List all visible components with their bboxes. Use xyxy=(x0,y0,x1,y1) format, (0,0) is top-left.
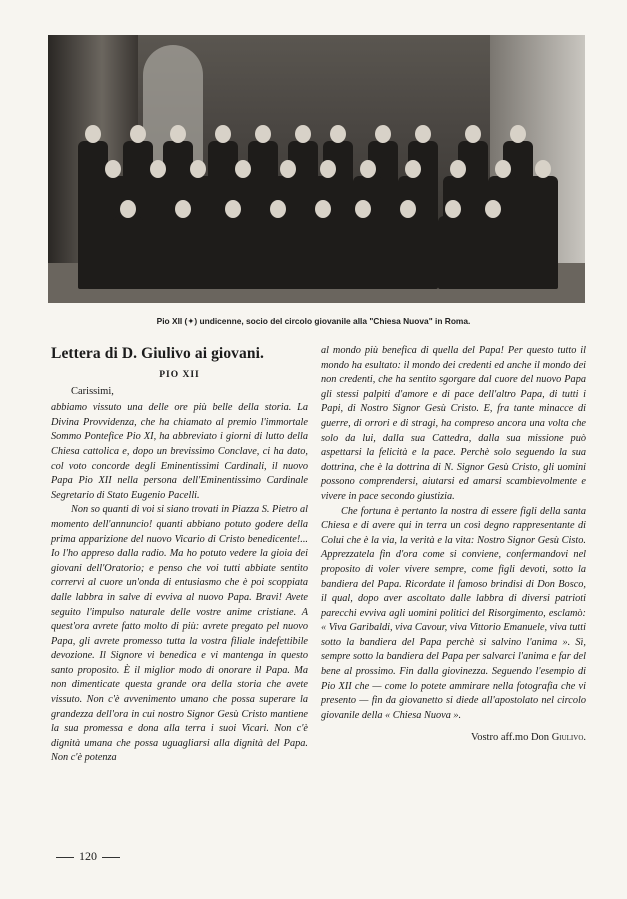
article-left-column xyxy=(51,344,308,766)
article-right-column xyxy=(321,344,586,746)
article-subtitle: PIO XII xyxy=(159,370,200,380)
signature xyxy=(321,731,586,746)
paragraph: al mondo più benefica di quella del Papa! Per questo tutto il mondo ha esultato: il mondo dei credenti ed anche il mondo dei non credenti, che ha sentito sgorgare dal cuore del nuovo Papa gli stessi palpiti d'amore e di pace dell'altro Papa, di tutti i Papi, di Nostro Signor Gesù Cristo. E, fra tante minacce di guerre, di orrori e di stragi, ha compreso ancora una volta che solo da lui, dalla sua Cattedra, dalla sua missione può aspettarsi la felicità e la pace. Perchè solo seguendo la sua dottrina, che è la dottrina di N. Signor Gesù Cristo, gli uomini possono comprendersi, aiutarsi ed amarsi scambievolmente e vivere in pace secondo giustizia. xyxy=(321,345,586,502)
page-number-text: 120 xyxy=(79,849,97,863)
signature-prefix: Vostro aff.mo Don xyxy=(470,732,552,744)
paragraph: Non so quanti di voi si siano trovati in Piazza S. Pietro al momento dell'annuncio! quanti abbiano potuto godere della prima apparizione del nuovo Vicario di Cristo benedicente!... Io l'ho appreso dalla radio. Ma ho potuto vedere la gioia dei giovani dell'Oratorio; e penso che voi tutti abbiate sentito corrervi al cuore un'onda di entusiasmo che è poi scoppiata dalle labbra in salve di evviva al nuovo Papa. Bravi! Avete seguito l'impulso naturale delle vostre anime cristiane. A quest'ora avrete fatto molto di più: avrete pregato pel nuovo Papa, gli avrete promesso tutta la vostra filiale indefettibile devozione. Il Signore vi benedica e vi mantenga in questo santo proposito. È il miglior modo di onorare il Papa. Ma non dimenticate questa grande ora della storia che avete vissuto. Non c'è avvenimento umano che possa superare la grandezza dell'ora in cui nostro Signor Gesù Cristo mantiene la sua promessa e dona alla terra i suoi Vicari. Non c'è dignità umana che possa uguagliarsi alla dignità del Papa. Non c'è potenza xyxy=(51,504,308,764)
paragraph: abbiamo vissuto una delle ore più belle della storia. La Divina Provvidenza, che ha chiamato al premio l'immortale Sommo Pontefice Pio XI, ha abbreviato i giorni di lutto della Chiesa cattolica e, dopo un brevissimo Conclave, ci ha dato, col voto concorde degli Eminentissimi Cardinali, il nuovo Papa Pio XII nella persona dell'Eminentissimo Cardinale Segretario di Stato Eugenio Pacelli. xyxy=(51,402,308,501)
salutation: Carissimi, xyxy=(71,385,114,397)
photo-caption: Pio XII (✦) undicenne, socio del circolo giovanile alla "Chiesa Nuova" in Roma. xyxy=(156,316,471,326)
signature-name: Giulivo. xyxy=(551,732,586,744)
article-title: Lettera di D. Giulivo ai giovani. xyxy=(51,345,264,362)
page-rule xyxy=(102,857,120,858)
group-photograph xyxy=(48,35,585,303)
page-rule xyxy=(56,857,74,858)
paragraph: Che fortuna è pertanto la nostra di essere figli della santa Chiesa e di avere qui in terra un così degno rappresentante di Colui che è la via, la verità e la vita: Nostro Signor Gesù Cisto. Apprezzatela fin d'ora come si conviene, confermandovi nel proposito di voler vivere sempre, come figli devoti, sotto la bandiera del Papa. Ricordate il famoso brindisi di Don Bosco, il qual, dopo aver ascoltato dalle labbra di diversi patrioti parecchi evviva agli uomini politici del Risorgimento, esclamò: « Viva Garibaldi, viva Cavour, viva Vittorio Emanuele, viva tutti sotto la bandiera del Papa perchè si salvino l'anima ». Sì, sempre sotto la bandiera del Papa per salvarci l'anima e far del bene al prossimo. Fin dalla giovinezza. Seguendo l'esempio di Pio XII che — come lo potete ammirare nella fotografia che vi presento — fin da giovanetto si diede all'apostolato nel circolo giovanile della « Chiesa Nuova ». xyxy=(321,505,586,721)
page-number xyxy=(51,849,125,864)
